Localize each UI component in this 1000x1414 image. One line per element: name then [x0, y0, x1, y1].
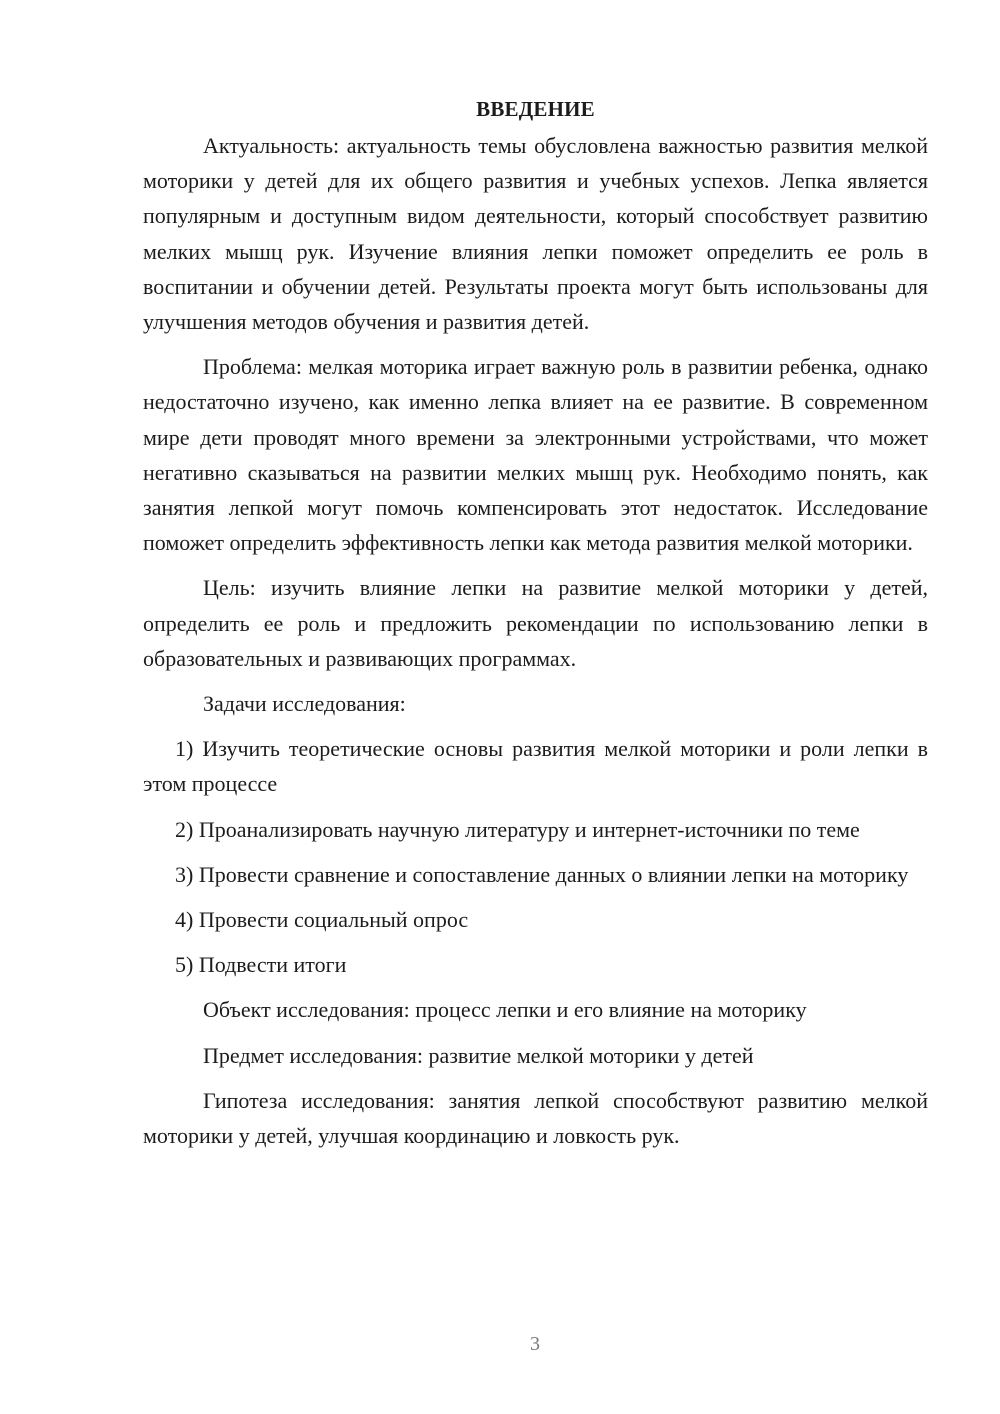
task-item: 4) Провести социальный опрос	[175, 907, 469, 933]
page-title: ВВЕДЕНИЕ	[476, 97, 595, 121]
relevance-paragraph: Актуальность: актуальность темы обусловлена важностью развития мелкой моторики у детей для их общего развития и учебных успехов. Лепка является популярным и доступным видом деятельности, который способствует развитию мелких мышц рук. Изучение влияния лепки поможет определить ее роль в воспитании и обучении детей. Результаты проекта могут быть использованы для улучшения методов обучения и развития детей.	[143, 133, 928, 335]
subject-paragraph: Предмет исследования: развитие мелкой моторики у детей	[203, 1042, 754, 1068]
tasks-title: Задачи исследования:	[203, 691, 406, 717]
page-number: 3	[530, 1333, 540, 1355]
object-paragraph: Объект исследования: процесс лепки и его влияние на моторику	[203, 997, 807, 1023]
task-item: 1) Изучить теоретические основы развития мелкой моторики и роли лепки в этом процессе	[143, 736, 928, 797]
task-item: 5) Подвести итоги	[175, 952, 347, 978]
hypothesis-paragraph: Гипотеза исследования: занятия лепкой способствуют развитию мелкой моторики у детей, улучшая координацию и ловкость рук.	[143, 1087, 928, 1149]
task-item: 2) Проанализировать научную литературу и интернет-источники по теме	[175, 816, 860, 842]
document-page	[143, 92, 928, 1153]
goal-paragraph: Цель: изучить влияние лепки на развитие мелкой моторики у детей, определить ее роль и предложить рекомендации по использованию лепки в образовательных и развивающих программах.	[143, 575, 928, 671]
task-item: 3) Провести сравнение и сопоставление данных о влиянии лепки на моторику	[175, 861, 909, 887]
problem-paragraph: Проблема: мелкая моторика играет важную роль в развитии ребенка, однако недостаточно изучено, как именно лепка влияет на ее развитие. В современном мире дети проводят много времени за электронными устройствами, что может негативно сказываться на развитии мелких мышц рук. Необходимо понять, как занятия лепкой могут помочь компенсировать этот недостаток. Исследование поможет определить эффективность лепки как метода развития мелкой моторики.	[143, 354, 928, 556]
